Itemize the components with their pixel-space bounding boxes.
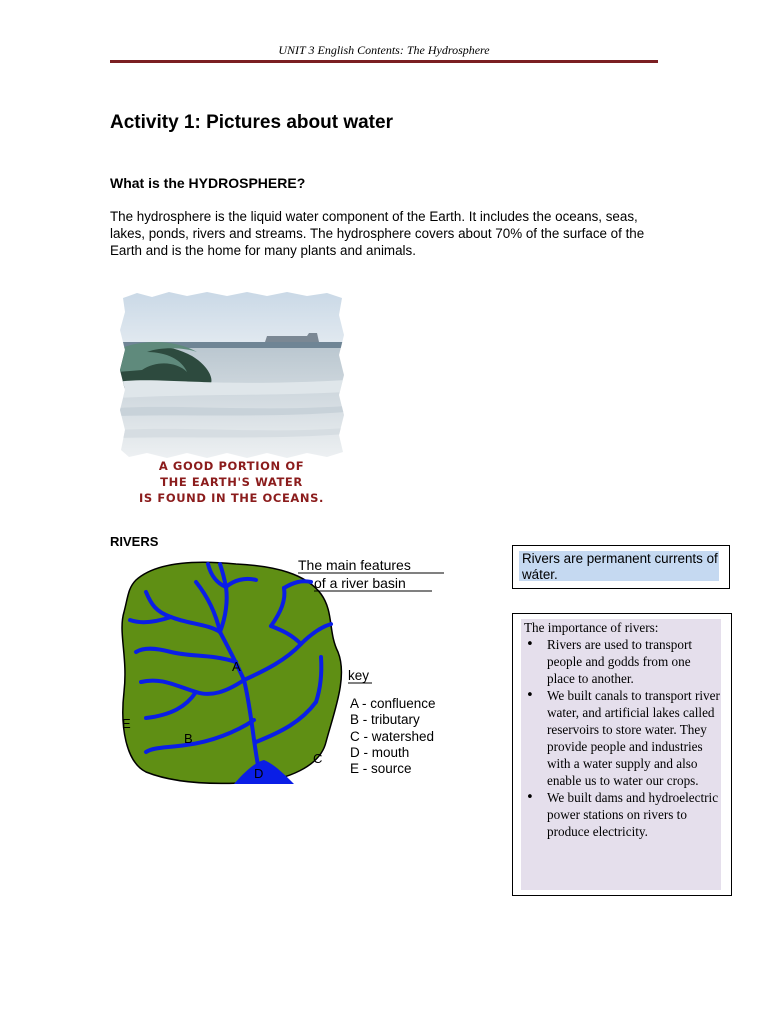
label-a: A bbox=[232, 659, 241, 674]
label-e: E bbox=[122, 716, 131, 731]
key-item-watershed: C - watershed bbox=[350, 729, 435, 744]
diagram-title-line-2: of a river basin bbox=[314, 575, 406, 591]
river-basin-diagram bbox=[116, 552, 466, 792]
importance-item: • Rivers are used to transport people and godds from one place to another. bbox=[524, 636, 721, 687]
label-b: B bbox=[184, 731, 193, 746]
activity-title: Activity 1: Pictures about water bbox=[110, 112, 393, 133]
river-definition-box bbox=[512, 545, 730, 589]
rivers-importance-box bbox=[512, 613, 732, 896]
river-definition-text: Rivers are permanent currents of wáter. bbox=[519, 551, 719, 581]
importance-title: The importance of rivers: bbox=[524, 620, 659, 635]
importance-item: • We built canals to transport river water, and artificial lakes called reservoirs to store water. They provide people and industries with a water supply and also enable us to water our crops. bbox=[524, 687, 721, 789]
caption-line: IS FOUND IN THE OCEANS. bbox=[139, 491, 324, 505]
key-item-confluence: A - confluence bbox=[350, 696, 436, 711]
label-d: D bbox=[254, 766, 264, 781]
section-heading: What is the HYDROSPHERE? bbox=[110, 175, 306, 191]
importance-list bbox=[524, 636, 721, 840]
key-item-tributary: B - tributary bbox=[350, 712, 420, 727]
rivers-heading: RIVERS bbox=[110, 534, 159, 549]
caption-line: THE EARTH'S WATER bbox=[160, 475, 303, 489]
diagram-title-line-1: The main features bbox=[298, 557, 411, 573]
key-label: key bbox=[348, 668, 370, 683]
label-c: C bbox=[313, 751, 323, 766]
intro-paragraph: The hydrosphere is the liquid water component of the Earth. It includes the oceans, seas, lakes, ponds, rivers and streams. The hydrosphere covers about 70% of the surface of the Earth and is the home for many plants and animals. bbox=[110, 209, 645, 258]
caption-line: A GOOD PORTION OF bbox=[158, 459, 305, 473]
importance-item: • We built dams and hydroelectric power stations on rivers to produce electricity. bbox=[524, 789, 721, 840]
key-item-source: E - source bbox=[350, 761, 412, 776]
header-rule bbox=[110, 60, 658, 63]
key-item-mouth: D - mouth bbox=[350, 745, 410, 760]
running-header: UNIT 3 English Contents: The Hydrosphere bbox=[278, 43, 490, 57]
ocean-caption bbox=[117, 458, 346, 506]
